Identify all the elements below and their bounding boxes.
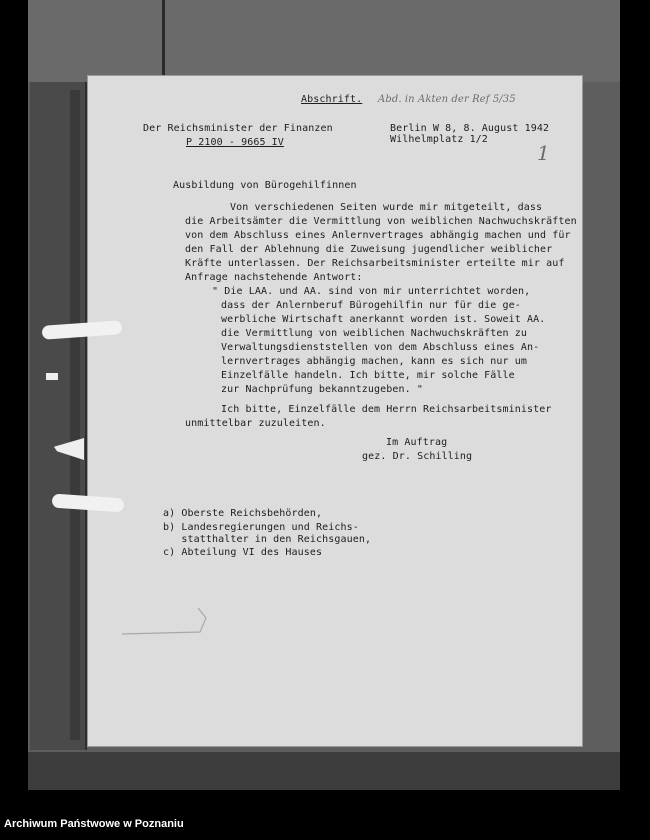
quote-line: werbliche Wirtschaft anerkannt worden ist. Soweit AA.	[221, 314, 546, 325]
quote-line: dass der Anlernberuf Bürogehilfin nur für die ge-	[221, 300, 521, 311]
folder-board	[28, 0, 620, 82]
heading-abschrift: Abschrift.	[301, 94, 363, 105]
body-line: Kräfte unterlassen. Der Reichsarbeitsminister erteilte mir auf	[185, 258, 565, 269]
quote-line: zur Nachprüfung bekanntzugeben. "	[221, 384, 423, 395]
page-number: 1	[537, 141, 550, 165]
place-date: Berlin W 8, 8. August 1942	[390, 123, 550, 134]
closing-line: Ich bitte, Einzelfälle dem Herrn Reichsarbeitsminister	[221, 404, 552, 415]
folder-bottom	[28, 752, 620, 790]
signature-im-auftrag: Im Auftrag	[386, 437, 448, 448]
subject-line: Ausbildung von Bürogehilfinnen	[173, 180, 357, 191]
address-line: Wilhelmplatz 1/2	[390, 134, 488, 145]
quote-line: Einzelfälle handeln. Ich bitte, mir solche Fälle	[221, 370, 515, 381]
body-line: die Arbeitsämter die Vermittlung von weiblichen Nachwuchskräften	[185, 216, 577, 227]
body-line: von dem Abschluss eines Anlernvertrages abhängig machen und für	[185, 230, 571, 241]
quote-line: lernvertrages abhängig machen, kann es sich nur um	[221, 356, 528, 367]
signature-name: gez. Dr. Schilling	[362, 451, 473, 462]
body-line: Von verschiedenen Seiten wurde mir mitgeteilt, dass	[230, 202, 543, 213]
binder-clip-small	[46, 373, 58, 380]
body-line: den Fall der Ablehnung die Zuweisung jugendlicher weiblicher	[185, 244, 553, 255]
quote-line: die Vermittlung von weiblichen Nachwuchskräften zu	[221, 328, 528, 339]
quote-line: " Die LAA. und AA. sind von mir unterrichtet worden,	[212, 286, 531, 297]
binder-strip	[70, 90, 80, 740]
reference-number: P 2100 - 9665 IV	[186, 137, 284, 148]
recipient-item: statthalter in den Reichsgauen,	[163, 534, 372, 545]
body-line: Anfrage nachstehende Antwort:	[185, 272, 363, 283]
folder-board-edge	[162, 0, 165, 80]
closing-line: unmittelbar zuzuleiten.	[185, 418, 326, 429]
sender-line: Der Reichsminister der Finanzen	[143, 123, 333, 134]
archive-label: Archiwum Państwowe w Poznaniu	[4, 818, 184, 830]
handwritten-note: Abd. in Akten der Ref 5/35	[378, 94, 516, 105]
recipient-item: c) Abteilung VI des Hauses	[163, 547, 323, 558]
fold-mark	[120, 606, 210, 642]
quote-line: Verwaltungsdienststellen von dem Abschluss eines An-	[221, 342, 540, 353]
recipient-item: b) Landesregierungen und Reichs-	[163, 522, 359, 533]
recipient-item: a) Oberste Reichsbehörden,	[163, 508, 323, 519]
